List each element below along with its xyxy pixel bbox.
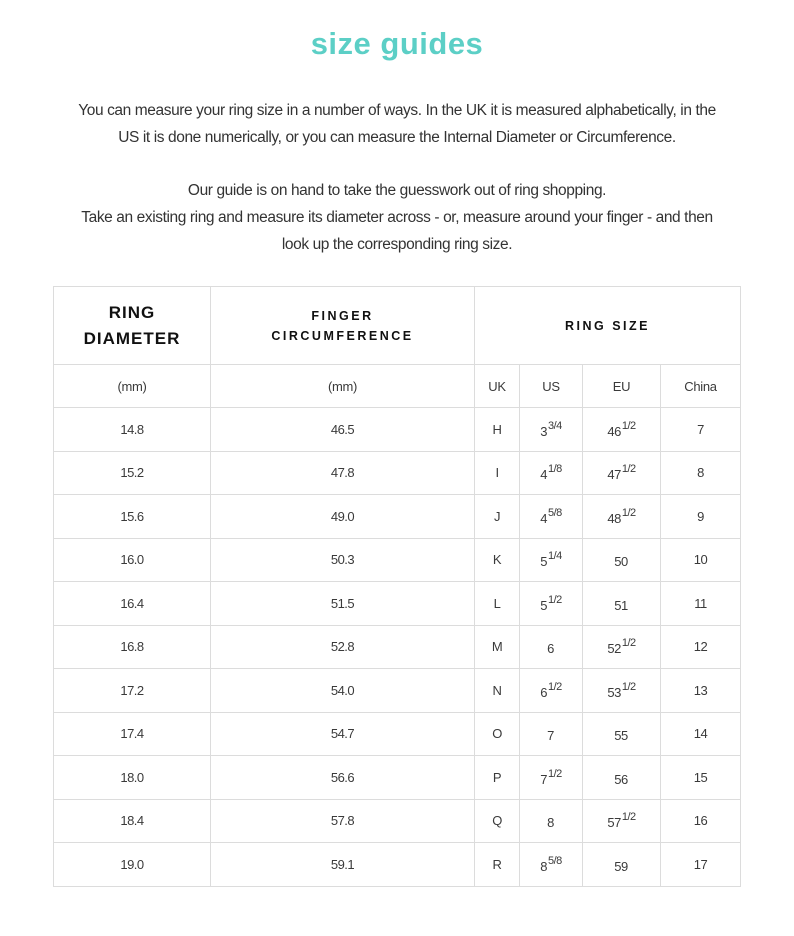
cell-china: 7	[661, 408, 741, 452]
us-whole: 4	[540, 510, 547, 526]
cell-eu	[583, 799, 661, 843]
cell-us	[520, 625, 583, 669]
header-finger-circumference	[211, 287, 475, 365]
intro-line: Our guide is on hand to take the guesswork out of ring shopping.	[187, 182, 607, 199]
table-row	[54, 408, 741, 452]
us-fraction: 5/8	[547, 506, 562, 519]
table-row	[54, 712, 741, 756]
us-whole: 6	[547, 641, 554, 657]
cell-eu	[583, 538, 661, 582]
eu-fraction: 1/2	[621, 811, 636, 824]
eu-whole: 53	[607, 684, 621, 700]
cell-us	[520, 538, 583, 582]
cell-diameter: 16.8	[54, 625, 211, 669]
eu-fraction: 1/2	[621, 680, 636, 693]
cell-us	[520, 495, 583, 539]
intro-line: look up the corresponding ring size.	[281, 236, 513, 253]
table-units-row	[54, 365, 741, 408]
eu-whole: 52	[607, 641, 621, 657]
table-row	[54, 843, 741, 887]
us-fraction: 1/2	[547, 593, 562, 606]
cell-china: 12	[661, 625, 741, 669]
us-whole: 3	[540, 423, 547, 439]
table-row	[54, 799, 741, 843]
cell-diameter: 16.0	[54, 538, 211, 582]
cell-eu	[583, 669, 661, 713]
us-whole: 5	[540, 554, 547, 570]
cell-eu	[583, 408, 661, 452]
cell-us	[520, 669, 583, 713]
cell-eu	[583, 843, 661, 887]
cell-eu	[583, 451, 661, 495]
header-label: CIRCUMFERENCE	[271, 328, 414, 343]
header-label: RING	[108, 302, 156, 322]
eu-whole: 51	[614, 597, 628, 613]
unit-eu: EU	[583, 365, 661, 408]
table-row	[54, 625, 741, 669]
cell-diameter: 18.4	[54, 799, 211, 843]
ring-size-table	[53, 286, 741, 887]
us-whole: 4	[540, 467, 547, 483]
table-row	[54, 756, 741, 800]
eu-fraction: 1/2	[621, 419, 636, 432]
table-header-row	[54, 287, 741, 365]
cell-circumference: 59.1	[211, 843, 475, 887]
cell-diameter: 18.0	[54, 756, 211, 800]
eu-whole: 48	[607, 510, 621, 526]
intro-paragraph-1	[40, 97, 754, 151]
cell-circumference: 51.5	[211, 582, 475, 626]
cell-diameter: 17.2	[54, 669, 211, 713]
header-ring-diameter	[54, 287, 211, 365]
us-fraction: 5/8	[547, 854, 562, 867]
cell-diameter: 14.8	[54, 408, 211, 452]
cell-eu	[583, 625, 661, 669]
cell-diameter: 16.4	[54, 582, 211, 626]
cell-china: 17	[661, 843, 741, 887]
cell-us	[520, 408, 583, 452]
cell-circumference: 49.0	[211, 495, 475, 539]
page-title: size guides	[310, 26, 484, 61]
unit-diameter: (mm)	[54, 365, 211, 408]
eu-whole: 47	[607, 467, 621, 483]
intro-line: Take an existing ring and measure its diameter across - or, measure around your finger - and then	[81, 209, 713, 226]
eu-fraction: 1/2	[621, 463, 636, 476]
cell-diameter: 19.0	[54, 843, 211, 887]
us-whole: 6	[540, 684, 547, 700]
cell-uk: P	[475, 756, 520, 800]
cell-uk: N	[475, 669, 520, 713]
us-fraction: 1/4	[547, 550, 562, 563]
eu-fraction: 1/2	[621, 506, 636, 519]
cell-uk: M	[475, 625, 520, 669]
cell-china: 16	[661, 799, 741, 843]
cell-circumference: 54.0	[211, 669, 475, 713]
cell-diameter: 15.2	[54, 451, 211, 495]
cell-us	[520, 451, 583, 495]
table-row	[54, 669, 741, 713]
cell-china: 13	[661, 669, 741, 713]
intro-paragraph-2	[40, 177, 754, 258]
header-label: DIAMETER	[83, 328, 181, 348]
cell-china: 14	[661, 712, 741, 756]
cell-china: 11	[661, 582, 741, 626]
header-ring-size: RING SIZE	[475, 287, 741, 365]
cell-uk: H	[475, 408, 520, 452]
us-whole: 7	[540, 771, 547, 787]
cell-circumference: 52.8	[211, 625, 475, 669]
us-fraction: 1/2	[547, 767, 562, 780]
cell-circumference: 54.7	[211, 712, 475, 756]
cell-eu	[583, 756, 661, 800]
cell-uk: L	[475, 582, 520, 626]
eu-whole: 55	[614, 728, 628, 744]
cell-us	[520, 582, 583, 626]
us-fraction: 1/8	[547, 463, 562, 476]
unit-circumference: (mm)	[211, 365, 475, 408]
cell-uk: I	[475, 451, 520, 495]
cell-circumference: 50.3	[211, 538, 475, 582]
us-whole: 8	[547, 815, 554, 831]
cell-uk: O	[475, 712, 520, 756]
cell-diameter: 17.4	[54, 712, 211, 756]
table-row	[54, 451, 741, 495]
cell-circumference: 47.8	[211, 451, 475, 495]
cell-china: 15	[661, 756, 741, 800]
unit-us: US	[520, 365, 583, 408]
cell-circumference: 57.8	[211, 799, 475, 843]
cell-uk: R	[475, 843, 520, 887]
cell-china: 10	[661, 538, 741, 582]
intro-line: You can measure your ring size in a number of ways. In the UK it is measured alphabetically, in the	[78, 102, 716, 119]
us-whole: 8	[540, 858, 547, 874]
cell-us	[520, 756, 583, 800]
eu-whole: 50	[614, 554, 628, 570]
table-row	[54, 538, 741, 582]
cell-china: 9	[661, 495, 741, 539]
intro-line: US it is done numerically, or you can measure the Internal Diameter or Circumference.	[118, 129, 676, 146]
eu-whole: 57	[607, 815, 621, 831]
cell-eu	[583, 582, 661, 626]
unit-china: China	[661, 365, 741, 408]
cell-eu	[583, 712, 661, 756]
eu-whole: 56	[614, 771, 628, 787]
unit-uk: UK	[475, 365, 520, 408]
cell-uk: Q	[475, 799, 520, 843]
us-whole: 5	[540, 597, 547, 613]
cell-us	[520, 843, 583, 887]
cell-circumference: 56.6	[211, 756, 475, 800]
table-row	[54, 495, 741, 539]
us-whole: 7	[547, 728, 554, 744]
cell-uk: J	[475, 495, 520, 539]
table-row	[54, 582, 741, 626]
cell-us	[520, 799, 583, 843]
eu-fraction: 1/2	[621, 637, 636, 650]
cell-eu	[583, 495, 661, 539]
eu-whole: 59	[614, 858, 628, 874]
cell-diameter: 15.6	[54, 495, 211, 539]
eu-whole: 46	[607, 423, 621, 439]
cell-uk: K	[475, 538, 520, 582]
cell-china: 8	[661, 451, 741, 495]
cell-us	[520, 712, 583, 756]
us-fraction: 3/4	[547, 419, 562, 432]
us-fraction: 1/2	[547, 680, 562, 693]
cell-circumference: 46.5	[211, 408, 475, 452]
header-label: FINGER	[311, 308, 374, 323]
